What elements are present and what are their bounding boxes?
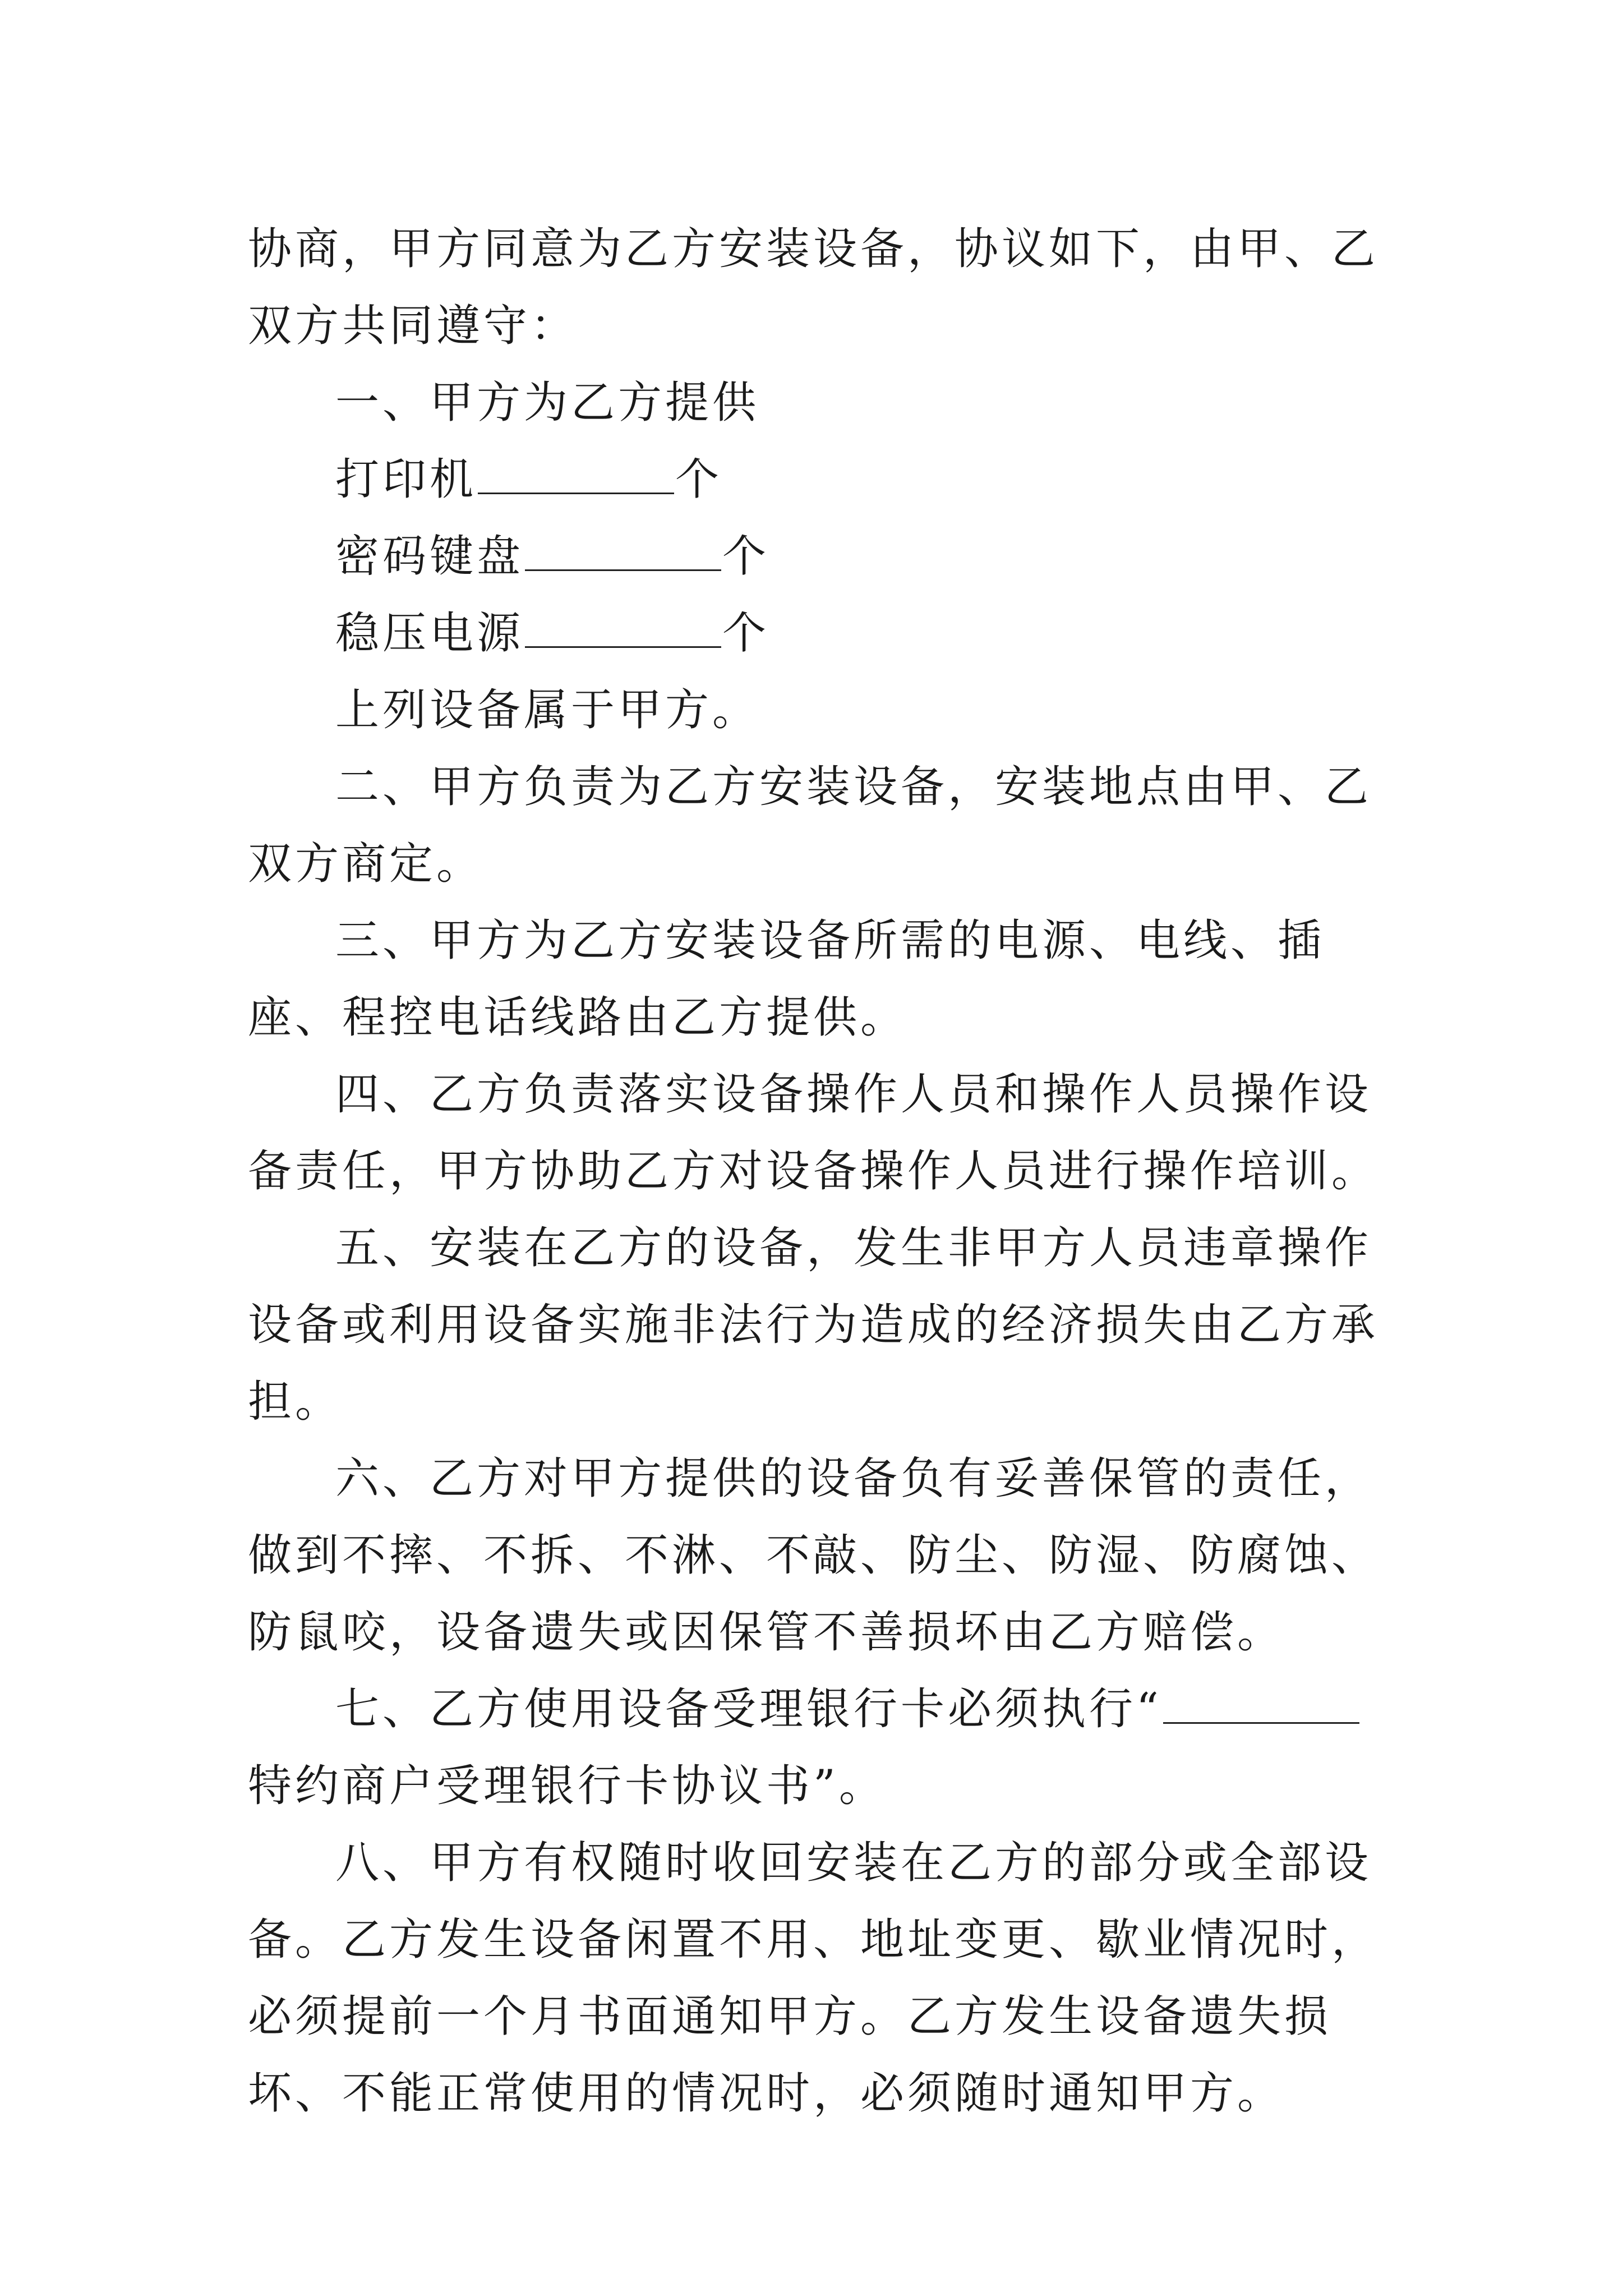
equipment-item-pin-pad	[248, 518, 1392, 595]
equipment-label: 密码键盘	[335, 531, 524, 582]
clause-8: 八、甲方有权随时收回安装在乙方的部分或全部设备。乙方发生设备闲置不用、地址变更、歇业情况时，必须提前一个月书面通知甲方。乙方发生设备遗失损坏、不能正常使用的情况时，必须随时通知甲方。	[248, 1838, 1379, 2119]
document-body	[248, 211, 1392, 2132]
equipment-unit: 个	[675, 454, 723, 505]
clause-4: 四、乙方负责落实设备操作人员和操作人员操作设备责任，甲方协助乙方对设备操作人员进行操作培训。	[248, 1069, 1379, 1197]
bank-name-blank	[1163, 1687, 1359, 1724]
equipment-label: 稳压电源	[335, 608, 524, 659]
clause-7-text-start: 七、乙方使用设备受理银行卡必须执行“	[335, 1684, 1162, 1734]
quantity-blank	[525, 535, 721, 571]
quantity-blank	[478, 458, 674, 494]
equipment-item-printer	[248, 441, 1392, 518]
clause-3: 三、甲方为乙方安装设备所需的电源、电线、插座、程控电话线路由乙方提供。	[248, 915, 1325, 1043]
clause-5: 五、安装在乙方的设备，发生非甲方人员违章操作设备或利用设备实施非法行为造成的经济损失由乙方承担。	[248, 1223, 1379, 1427]
clause-1-title: 一、甲方为乙方提供	[335, 378, 760, 428]
equipment-unit: 个	[722, 608, 770, 659]
equipment-label: 打印机	[335, 454, 477, 505]
clause-7-text-end: 特约商户受理银行卡协议书”。	[248, 1761, 886, 1811]
equipment-item-voltage-regulator	[248, 595, 1392, 672]
clause-6: 六、乙方对甲方提供的设备负有妥善保管的责任，做到不摔、不拆、不淋、不敲、防尘、防湿、防腐蚀、防鼠咬，设备遗失或因保管不善损坏由乙方赔偿。	[248, 1453, 1379, 1658]
opening-paragraph: 协商，甲方同意为乙方安装设备，协议如下，由甲、乙双方共同遵守：	[248, 224, 1379, 351]
clause-2: 二、甲方负责为乙方安装设备，安装地点由甲、乙双方商定。	[248, 762, 1372, 889]
clause-7	[248, 1671, 1392, 1825]
ownership-statement: 上列设备属于甲方。	[335, 685, 760, 735]
quantity-blank	[525, 611, 721, 648]
equipment-unit: 个	[722, 531, 770, 582]
